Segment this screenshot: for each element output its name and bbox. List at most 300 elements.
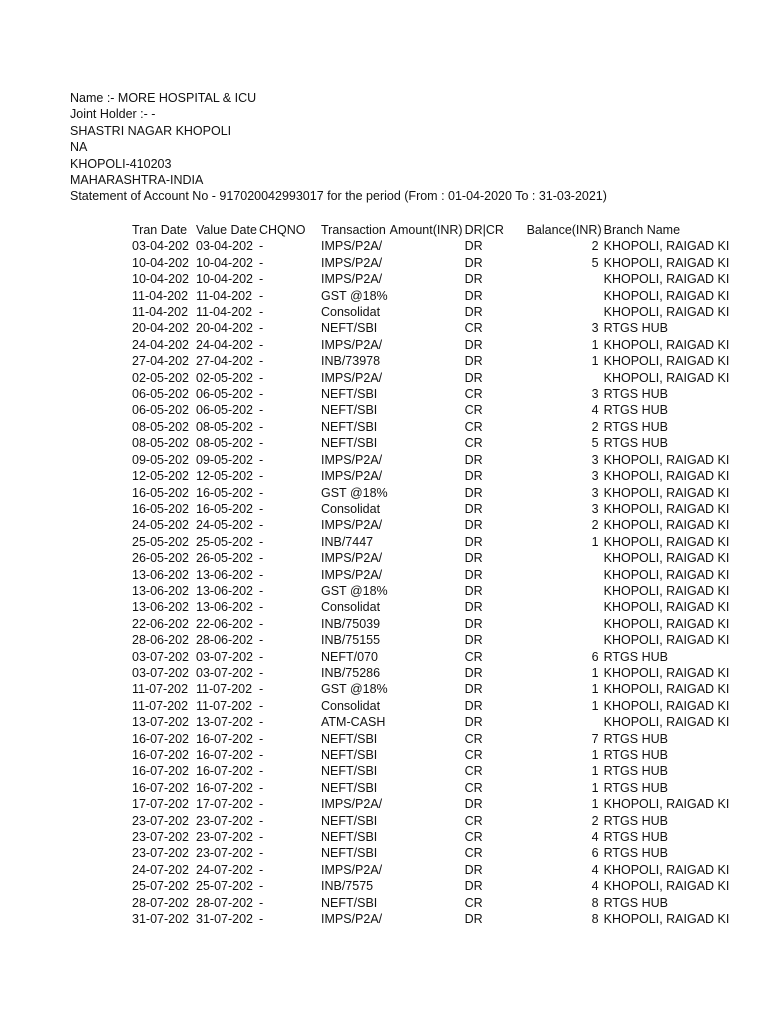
cell-chqno: - bbox=[259, 715, 264, 730]
cell-branch: RTGS HUB bbox=[603, 419, 668, 434]
cell-tran-date: 20-04-202 bbox=[132, 321, 189, 336]
cell-amount bbox=[388, 238, 463, 254]
cell-amount bbox=[388, 616, 463, 632]
cell-value-date: 23-07-202 bbox=[196, 813, 253, 828]
cell-branch: RTGS HUB bbox=[603, 387, 668, 402]
cell-tran-date: 23-07-202 bbox=[132, 813, 189, 828]
cell-drcr: DR bbox=[464, 715, 483, 730]
cell-balance bbox=[525, 616, 602, 632]
cell-branch: KHOPOLI, RAIGAD KI bbox=[603, 616, 730, 631]
cell-amount bbox=[388, 780, 463, 796]
cell-amount bbox=[388, 517, 463, 533]
cell-amount bbox=[388, 337, 463, 353]
cell-balance: 6 bbox=[591, 649, 599, 664]
cell-amount bbox=[388, 878, 463, 894]
cell-tran-date: 16-07-202 bbox=[132, 780, 189, 795]
cell-balance: 3 bbox=[591, 321, 599, 336]
cell-value-date: 24-05-202 bbox=[196, 518, 253, 533]
cell-drcr: DR bbox=[464, 370, 483, 385]
cell-transaction: IMPS/P2A/ bbox=[321, 862, 383, 877]
table-row bbox=[130, 402, 730, 418]
cell-branch: RTGS HUB bbox=[603, 321, 668, 336]
cell-amount bbox=[388, 698, 463, 714]
cell-drcr: CR bbox=[464, 731, 483, 746]
cell-amount bbox=[388, 813, 463, 829]
cell-value-date: 08-05-202 bbox=[196, 436, 253, 451]
cell-tran-date: 28-06-202 bbox=[132, 633, 189, 648]
cell-tran-date: 03-07-202 bbox=[132, 649, 189, 664]
cell-drcr: DR bbox=[464, 616, 483, 631]
cell-amount bbox=[388, 534, 463, 550]
table-row bbox=[130, 534, 730, 550]
cell-value-date: 02-05-202 bbox=[196, 370, 253, 385]
cell-branch: KHOPOLI, RAIGAD KI bbox=[603, 337, 730, 352]
cell-transaction: NEFT/SBI bbox=[321, 895, 378, 910]
cell-amount bbox=[388, 452, 463, 468]
table-row bbox=[130, 452, 730, 468]
cell-amount bbox=[388, 911, 463, 927]
cell-balance bbox=[525, 271, 602, 287]
table-row bbox=[130, 304, 730, 320]
cell-tran-date: 12-05-202 bbox=[132, 469, 189, 484]
table-row bbox=[130, 829, 730, 845]
table-row bbox=[130, 501, 730, 517]
cell-tran-date: 27-04-202 bbox=[132, 354, 189, 369]
cell-branch: KHOPOLI, RAIGAD KI bbox=[603, 469, 730, 484]
cell-drcr: CR bbox=[464, 387, 483, 402]
cell-tran-date: 13-06-202 bbox=[132, 567, 189, 582]
cell-value-date: 12-05-202 bbox=[196, 469, 253, 484]
cell-branch: KHOPOLI, RAIGAD KI bbox=[603, 665, 730, 680]
cell-value-date: 06-05-202 bbox=[196, 403, 253, 418]
cell-chqno: - bbox=[259, 731, 264, 746]
cell-balance: 1 bbox=[591, 534, 599, 549]
cell-balance: 1 bbox=[591, 698, 599, 713]
col-header-drcr: DR|CR bbox=[464, 223, 504, 237]
cell-chqno: - bbox=[259, 469, 264, 484]
table-row bbox=[130, 337, 730, 353]
cell-amount bbox=[388, 501, 463, 517]
cell-balance: 1 bbox=[591, 337, 599, 352]
cell-chqno: - bbox=[259, 354, 264, 369]
cell-balance: 3 bbox=[591, 469, 599, 484]
table-row bbox=[130, 731, 730, 747]
cell-chqno: - bbox=[259, 682, 264, 697]
cell-branch: KHOPOLI, RAIGAD KI bbox=[603, 698, 730, 713]
cell-value-date: 09-05-202 bbox=[196, 452, 253, 467]
table-row bbox=[130, 813, 730, 829]
cell-drcr: DR bbox=[464, 239, 483, 254]
cell-transaction: IMPS/P2A/ bbox=[321, 567, 383, 582]
cell-branch: KHOPOLI, RAIGAD KI bbox=[603, 797, 730, 812]
cell-branch: RTGS HUB bbox=[603, 731, 668, 746]
cell-balance: 1 bbox=[591, 354, 599, 369]
cell-value-date: 31-07-202 bbox=[196, 912, 253, 927]
cell-balance: 8 bbox=[591, 895, 599, 910]
cell-chqno: - bbox=[259, 387, 264, 402]
cell-tran-date: 16-05-202 bbox=[132, 501, 189, 516]
cell-drcr: DR bbox=[464, 288, 483, 303]
cell-tran-date: 26-05-202 bbox=[132, 551, 189, 566]
cell-balance bbox=[525, 567, 602, 583]
cell-branch: KHOPOLI, RAIGAD KI bbox=[603, 912, 730, 927]
cell-amount bbox=[388, 649, 463, 665]
col-header-chqno: CHQNO bbox=[259, 223, 306, 237]
cell-balance: 1 bbox=[591, 764, 599, 779]
col-header-tran-date: Tran Date bbox=[132, 223, 188, 237]
cell-chqno: - bbox=[259, 567, 264, 582]
col-header-amount: Amount(INR) bbox=[389, 223, 463, 237]
account-name: Name :- MORE HOSPITAL & ICU bbox=[70, 91, 257, 105]
cell-tran-date: 13-06-202 bbox=[132, 600, 189, 615]
cell-transaction: IMPS/P2A/ bbox=[321, 255, 383, 270]
table-row bbox=[130, 845, 730, 861]
cell-chqno: - bbox=[259, 518, 264, 533]
cell-branch: RTGS HUB bbox=[603, 830, 668, 845]
cell-value-date: 11-04-202 bbox=[196, 288, 253, 303]
cell-tran-date: 06-05-202 bbox=[132, 403, 189, 418]
cell-tran-date: 25-07-202 bbox=[132, 879, 189, 894]
cell-value-date: 11-07-202 bbox=[196, 698, 253, 713]
cell-tran-date: 03-04-202 bbox=[132, 239, 189, 254]
cell-value-date: 23-07-202 bbox=[196, 830, 253, 845]
cell-chqno: - bbox=[259, 846, 264, 861]
cell-branch: KHOPOLI, RAIGAD KI bbox=[603, 370, 730, 385]
cell-chqno: - bbox=[259, 272, 264, 287]
cell-balance: 2 bbox=[591, 239, 599, 254]
table-row bbox=[130, 649, 730, 665]
cell-transaction: INB/7575 bbox=[321, 879, 374, 894]
cell-chqno: - bbox=[259, 485, 264, 500]
cell-drcr: DR bbox=[464, 469, 483, 484]
table-row bbox=[130, 255, 730, 271]
cell-transaction: NEFT/SBI bbox=[321, 419, 378, 434]
cell-value-date: 08-05-202 bbox=[196, 419, 253, 434]
cell-tran-date: 24-07-202 bbox=[132, 862, 189, 877]
cell-chqno: - bbox=[259, 288, 264, 303]
cell-branch: KHOPOLI, RAIGAD KI bbox=[603, 288, 730, 303]
table-row bbox=[130, 599, 730, 615]
cell-value-date: 16-05-202 bbox=[196, 501, 253, 516]
table-row bbox=[130, 288, 730, 304]
cell-balance: 1 bbox=[591, 682, 599, 697]
cell-chqno: - bbox=[259, 403, 264, 418]
table-row bbox=[130, 550, 730, 566]
cell-drcr: CR bbox=[464, 403, 483, 418]
cell-tran-date: 11-07-202 bbox=[132, 682, 189, 697]
cell-branch: KHOPOLI, RAIGAD KI bbox=[603, 879, 730, 894]
cell-value-date: 23-07-202 bbox=[196, 846, 253, 861]
cell-tran-date: 10-04-202 bbox=[132, 255, 189, 270]
cell-transaction: Consolidat bbox=[321, 305, 381, 320]
cell-balance: 3 bbox=[591, 485, 599, 500]
cell-tran-date: 23-07-202 bbox=[132, 846, 189, 861]
cell-branch: KHOPOLI, RAIGAD KI bbox=[603, 715, 730, 730]
cell-transaction: IMPS/P2A/ bbox=[321, 452, 383, 467]
cell-tran-date: 03-07-202 bbox=[132, 665, 189, 680]
cell-value-date: 20-04-202 bbox=[196, 321, 253, 336]
cell-value-date: 03-07-202 bbox=[196, 649, 253, 664]
cell-chqno: - bbox=[259, 665, 264, 680]
table-row bbox=[130, 583, 730, 599]
cell-transaction: INB/75039 bbox=[321, 616, 381, 631]
cell-transaction: IMPS/P2A/ bbox=[321, 337, 383, 352]
cell-drcr: CR bbox=[464, 649, 483, 664]
table-row bbox=[130, 796, 730, 812]
cell-transaction: GST @18% bbox=[321, 583, 388, 598]
cell-transaction: NEFT/SBI bbox=[321, 780, 378, 795]
joint-holder: Joint Holder :- - bbox=[70, 107, 156, 122]
cell-tran-date: 06-05-202 bbox=[132, 387, 189, 402]
cell-branch: RTGS HUB bbox=[603, 748, 668, 762]
cell-amount bbox=[388, 468, 463, 484]
table-row bbox=[130, 370, 730, 386]
cell-drcr: CR bbox=[464, 813, 483, 828]
cell-tran-date: 13-07-202 bbox=[132, 715, 189, 730]
cell-drcr: DR bbox=[464, 518, 483, 533]
cell-branch: RTGS HUB bbox=[603, 846, 668, 861]
cell-transaction: GST @18% bbox=[321, 288, 388, 303]
cell-tran-date: 13-06-202 bbox=[132, 583, 189, 598]
table-row bbox=[130, 681, 730, 697]
table-row bbox=[130, 714, 730, 730]
cell-balance: 3 bbox=[591, 387, 599, 402]
table-row bbox=[130, 353, 730, 369]
table-row bbox=[130, 698, 730, 714]
cell-drcr: DR bbox=[464, 600, 483, 615]
table-row bbox=[130, 238, 730, 254]
cell-transaction: Consolidat bbox=[321, 600, 381, 615]
cell-amount bbox=[388, 845, 463, 861]
cell-transaction: NEFT/SBI bbox=[321, 748, 378, 762]
cell-value-date: 10-04-202 bbox=[196, 272, 253, 287]
cell-amount bbox=[388, 255, 463, 271]
cell-tran-date: 11-04-202 bbox=[132, 288, 189, 303]
cell-value-date: 25-07-202 bbox=[196, 879, 253, 894]
cell-chqno: - bbox=[259, 321, 264, 336]
table-row bbox=[130, 747, 730, 763]
cell-value-date: 17-07-202 bbox=[196, 797, 253, 812]
cell-amount bbox=[388, 665, 463, 681]
cell-value-date: 03-04-202 bbox=[196, 239, 253, 254]
cell-tran-date: 16-07-202 bbox=[132, 748, 189, 762]
table-row bbox=[130, 763, 730, 779]
cell-transaction: Consolidat bbox=[321, 501, 381, 516]
cell-amount bbox=[388, 681, 463, 697]
cell-tran-date: 16-07-202 bbox=[132, 764, 189, 779]
cell-chqno: - bbox=[259, 436, 264, 451]
cell-balance: 4 bbox=[591, 830, 599, 845]
cell-drcr: DR bbox=[464, 337, 483, 352]
cell-balance: 5 bbox=[591, 255, 599, 270]
cell-transaction: NEFT/SBI bbox=[321, 403, 378, 418]
cell-drcr: DR bbox=[464, 567, 483, 582]
cell-amount bbox=[388, 829, 463, 845]
account-header bbox=[70, 90, 607, 205]
cell-drcr: DR bbox=[464, 534, 483, 549]
cell-chqno: - bbox=[259, 583, 264, 598]
cell-chqno: - bbox=[259, 649, 264, 664]
address-state: MAHARASHTRA-INDIA bbox=[70, 173, 204, 188]
cell-value-date: 24-04-202 bbox=[196, 337, 253, 352]
cell-tran-date: 22-06-202 bbox=[132, 616, 189, 631]
cell-value-date: 28-06-202 bbox=[196, 633, 253, 648]
cell-transaction: IMPS/P2A/ bbox=[321, 797, 383, 812]
col-header-value-date: Value Date bbox=[196, 223, 257, 237]
cell-balance: 8 bbox=[591, 912, 599, 927]
cell-chqno: - bbox=[259, 534, 264, 549]
cell-drcr: DR bbox=[464, 879, 483, 894]
cell-branch: RTGS HUB bbox=[603, 813, 668, 828]
cell-branch: KHOPOLI, RAIGAD KI bbox=[603, 518, 730, 533]
cell-transaction: GST @18% bbox=[321, 485, 388, 500]
cell-branch: KHOPOLI, RAIGAD KI bbox=[603, 583, 730, 598]
cell-transaction: Consolidat bbox=[321, 698, 381, 713]
cell-balance: 4 bbox=[591, 862, 599, 877]
cell-amount bbox=[388, 567, 463, 583]
cell-chqno: - bbox=[259, 813, 264, 828]
cell-balance bbox=[525, 288, 602, 304]
cell-drcr: DR bbox=[464, 583, 483, 598]
cell-drcr: DR bbox=[464, 633, 483, 648]
cell-tran-date: 28-07-202 bbox=[132, 895, 189, 910]
cell-transaction: NEFT/SBI bbox=[321, 321, 378, 336]
cell-chqno: - bbox=[259, 879, 264, 894]
cell-amount bbox=[388, 714, 463, 730]
cell-branch: KHOPOLI, RAIGAD KI bbox=[603, 305, 730, 320]
transactions-table bbox=[130, 222, 730, 927]
table-row bbox=[130, 862, 730, 878]
cell-amount bbox=[388, 747, 463, 763]
cell-value-date: 16-07-202 bbox=[196, 748, 253, 762]
cell-drcr: DR bbox=[464, 665, 483, 680]
cell-amount bbox=[388, 370, 463, 386]
cell-transaction: NEFT/SBI bbox=[321, 846, 378, 861]
cell-transaction: NEFT/SBI bbox=[321, 813, 378, 828]
cell-drcr: DR bbox=[464, 485, 483, 500]
cell-transaction: NEFT/SBI bbox=[321, 436, 378, 451]
cell-chqno: - bbox=[259, 419, 264, 434]
cell-balance bbox=[525, 583, 602, 599]
cell-tran-date: 24-05-202 bbox=[132, 518, 189, 533]
cell-branch: RTGS HUB bbox=[603, 649, 668, 664]
cell-chqno: - bbox=[259, 616, 264, 631]
cell-tran-date: 25-05-202 bbox=[132, 534, 189, 549]
table-row bbox=[130, 632, 730, 648]
cell-amount bbox=[388, 435, 463, 451]
cell-amount bbox=[388, 271, 463, 287]
cell-drcr: CR bbox=[464, 780, 483, 795]
address-line-1: SHASTRI NAGAR KHOPOLI bbox=[70, 123, 232, 138]
table-row bbox=[130, 911, 730, 927]
table-row bbox=[130, 878, 730, 894]
cell-balance bbox=[525, 714, 602, 730]
cell-branch: KHOPOLI, RAIGAD KI bbox=[603, 239, 730, 254]
cell-drcr: CR bbox=[464, 419, 483, 434]
cell-amount bbox=[388, 895, 463, 911]
cell-balance: 2 bbox=[591, 813, 599, 828]
cell-value-date: 25-05-202 bbox=[196, 534, 253, 549]
table-row bbox=[130, 386, 730, 402]
table-row bbox=[130, 895, 730, 911]
cell-transaction: INB/75155 bbox=[321, 633, 381, 648]
cell-amount bbox=[388, 583, 463, 599]
cell-amount bbox=[388, 386, 463, 402]
cell-drcr: CR bbox=[464, 895, 483, 910]
cell-branch: KHOPOLI, RAIGAD KI bbox=[603, 452, 730, 467]
cell-drcr: DR bbox=[464, 255, 483, 270]
cell-drcr: CR bbox=[464, 846, 483, 861]
cell-tran-date: 10-04-202 bbox=[132, 272, 189, 287]
cell-transaction: NEFT/SBI bbox=[321, 764, 378, 779]
cell-branch: KHOPOLI, RAIGAD KI bbox=[603, 255, 730, 270]
cell-amount bbox=[388, 485, 463, 501]
cell-balance: 1 bbox=[591, 797, 599, 812]
cell-drcr: DR bbox=[464, 862, 483, 877]
cell-amount bbox=[388, 288, 463, 304]
cell-drcr: DR bbox=[464, 452, 483, 467]
cell-value-date: 11-04-202 bbox=[196, 305, 253, 320]
col-header-balance: Balance(INR) bbox=[526, 223, 602, 237]
cell-branch: KHOPOLI, RAIGAD KI bbox=[603, 600, 730, 615]
cell-value-date: 11-07-202 bbox=[196, 682, 253, 697]
cell-tran-date: 31-07-202 bbox=[132, 912, 189, 927]
cell-chqno: - bbox=[259, 239, 264, 254]
cell-value-date: 03-07-202 bbox=[196, 665, 253, 680]
cell-value-date: 28-07-202 bbox=[196, 895, 253, 910]
cell-balance: 3 bbox=[591, 452, 599, 467]
cell-amount bbox=[388, 731, 463, 747]
cell-tran-date: 16-05-202 bbox=[132, 485, 189, 500]
cell-chqno: - bbox=[259, 780, 264, 795]
cell-chqno: - bbox=[259, 895, 264, 910]
cell-chqno: - bbox=[259, 862, 264, 877]
cell-drcr: CR bbox=[464, 748, 483, 762]
cell-chqno: - bbox=[259, 633, 264, 648]
cell-chqno: - bbox=[259, 748, 264, 762]
cell-value-date: 10-04-202 bbox=[196, 255, 253, 270]
cell-transaction: IMPS/P2A/ bbox=[321, 551, 383, 566]
cell-drcr: CR bbox=[464, 764, 483, 779]
cell-balance bbox=[525, 599, 602, 615]
cell-branch: KHOPOLI, RAIGAD KI bbox=[603, 862, 730, 877]
cell-value-date: 06-05-202 bbox=[196, 387, 253, 402]
table-row bbox=[130, 616, 730, 632]
cell-transaction: INB/7447 bbox=[321, 534, 374, 549]
cell-drcr: DR bbox=[464, 551, 483, 566]
cell-balance bbox=[525, 550, 602, 566]
statement-title: Statement of Account No - 917020042993017 for the period (From : 01-04-2020 To : 31-03-2021) bbox=[70, 189, 607, 204]
cell-drcr: CR bbox=[464, 321, 483, 336]
cell-branch: RTGS HUB bbox=[603, 436, 668, 451]
cell-drcr: CR bbox=[464, 830, 483, 845]
cell-drcr: DR bbox=[464, 272, 483, 287]
cell-branch: KHOPOLI, RAIGAD KI bbox=[603, 354, 730, 369]
table-row bbox=[130, 485, 730, 501]
cell-chqno: - bbox=[259, 551, 264, 566]
cell-chqno: - bbox=[259, 698, 264, 713]
cell-transaction: IMPS/P2A/ bbox=[321, 272, 383, 287]
cell-transaction: GST @18% bbox=[321, 682, 388, 697]
table-row bbox=[130, 435, 730, 451]
cell-transaction: NEFT/SBI bbox=[321, 830, 378, 845]
cell-balance: 5 bbox=[591, 436, 599, 451]
cell-transaction: IMPS/P2A/ bbox=[321, 912, 383, 927]
cell-branch: RTGS HUB bbox=[603, 764, 668, 779]
cell-transaction: IMPS/P2A/ bbox=[321, 469, 383, 484]
cell-amount bbox=[388, 419, 463, 435]
cell-tran-date: 02-05-202 bbox=[132, 370, 189, 385]
